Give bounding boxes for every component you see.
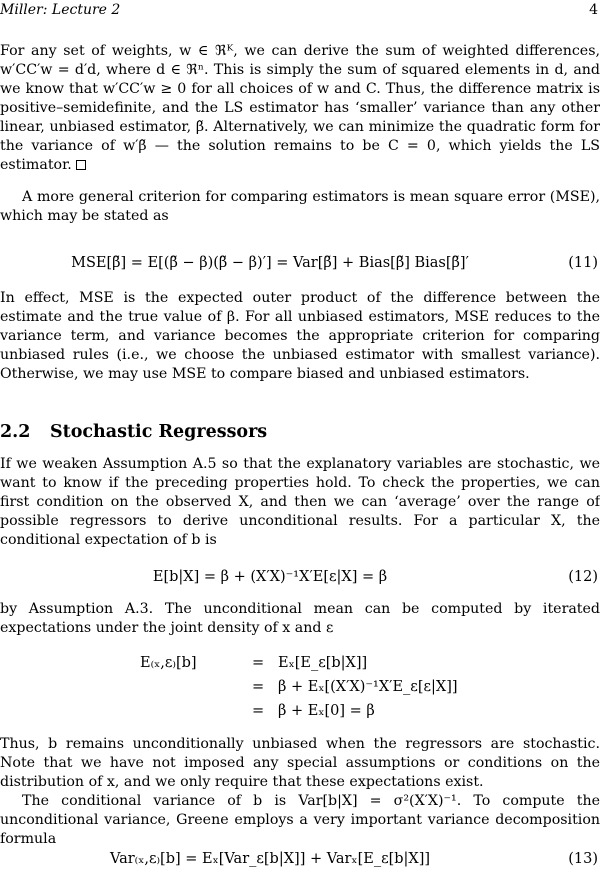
aligned-row bbox=[140, 651, 500, 675]
running-header bbox=[0, 0, 600, 20]
paragraph-mse-explanation: In effect, MSE is the expected outer product of the difference between the estimate and the true value of β. For all unbiased estimators, MSE reduces to the variance term, and variance becomes the appropriate criterion for comparing unbiased rules (i.e., we choose the unbiased estimator with smallest variance). Otherwise, we may use MSE to compare biased and unbiased estimators. bbox=[0, 290, 600, 382]
equation-11-body: MSE[β̃] = E[(β̃ − β)(β̃ − β)′] = Var[β̃] + Bias[β̃] Bias[β̃]′ bbox=[71, 255, 469, 271]
paragraph-iterated: by Assumption A.3. The unconditional mean can be computed by iterated expectations under the joint density of x and ε bbox=[0, 601, 600, 636]
aligned-operator: = bbox=[252, 679, 265, 695]
section-title: Stochastic Regressors bbox=[50, 422, 268, 442]
equation-11 bbox=[0, 248, 600, 278]
aligned-operator: = bbox=[252, 703, 265, 719]
aligned-rhs: β + Eₓ[0] = β bbox=[278, 703, 375, 719]
equation-12-body: E[b|X] = β + (X′X)⁻¹X′E[ε|X] = β bbox=[152, 569, 388, 585]
page-number: 4 bbox=[589, 2, 598, 18]
equation-12-number: (12) bbox=[568, 569, 598, 585]
qed-box-icon bbox=[76, 160, 86, 170]
section-number: 2.2 bbox=[0, 422, 31, 442]
equation-11-number: (11) bbox=[568, 255, 598, 271]
paragraph-weights-text: For any set of weights, w ∈ ℜᴷ, we can derive the sum of weighted differences, w′CC′w = d′d, where d ∈ ℜⁿ. This is simply the sum of squared elements in d, and we know that w′CC′w ≥ 0 for all choices of w and C. Thus, the difference matrix is positive–semidefinite, and the LS estimator has ‘smaller’ variance than any other linear, unbiased estimator, β̃. Alternatively, we can minimize the quadratic form for the variance of w′β̃ — the solution remains to be C = 0, which yields the LS estimator. bbox=[0, 43, 600, 173]
equation-12 bbox=[0, 562, 600, 592]
equation-13-number: (13) bbox=[568, 851, 598, 867]
aligned-equations bbox=[140, 651, 500, 723]
aligned-row bbox=[140, 699, 500, 723]
section-heading bbox=[0, 421, 600, 443]
aligned-rhs: Eₓ[E_ε[b|X]] bbox=[278, 655, 368, 671]
aligned-lhs: E₍ₓ,ε₎[b] bbox=[140, 655, 197, 671]
aligned-row bbox=[140, 675, 500, 699]
aligned-operator: = bbox=[252, 655, 265, 671]
paragraph-stochastic: If we weaken Assumption A.5 so that the explanatory variables are stochastic, we want to know if the preceding properties hold. To check the properties, we can first condition on the observed X, and then we can ‘average’ over the range of possible regressors to derive unconditional results. For a particular X, the conditional expectation of b is bbox=[0, 456, 600, 548]
equation-13 bbox=[0, 844, 600, 874]
paragraph-mse-intro: A more general criterion for comparing estimators is mean square error (MSE), which may be stated as bbox=[0, 189, 600, 224]
equation-13-body: Var₍ₓ,ε₎[b] = Eₓ[Var_ε[b|X]] + Varₓ[E_ε[b|X]] bbox=[109, 851, 431, 867]
paragraph-unbiased: Thus, b remains unconditionally unbiased when the regressors are stochastic. Note that we have not imposed any special assumptions or conditions on the distribution of x, and we only require that these expectations exist. bbox=[0, 736, 600, 790]
aligned-rhs: β + Eₓ[(X′X)⁻¹X′E_ε[ε|X]] bbox=[278, 679, 458, 695]
running-title: Miller: Lecture 2 bbox=[0, 2, 121, 18]
paragraph-weights bbox=[0, 42, 600, 175]
paragraph-variance: The conditional variance of b is Var[b|X] = σ²(X′X)⁻¹. To compute the unconditional variance, Greene employs a very important variance decomposition formula bbox=[0, 793, 600, 847]
